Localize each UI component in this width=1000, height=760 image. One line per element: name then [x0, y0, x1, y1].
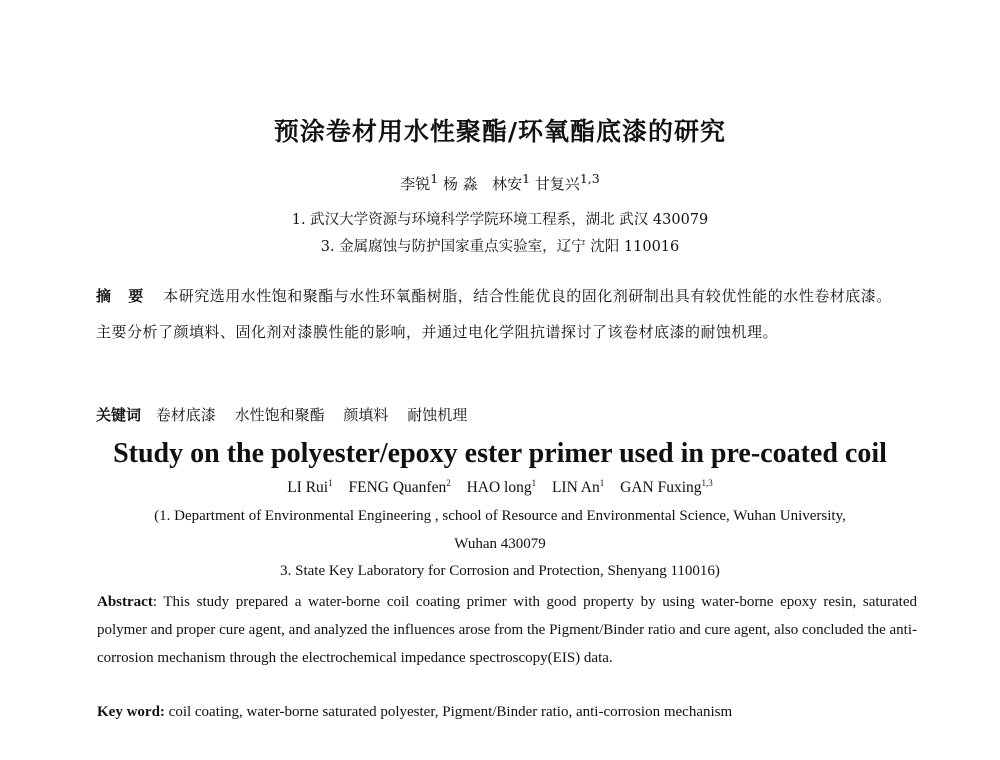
english-author: GAN Fuxing$^{1,3}$: [620, 478, 713, 497]
chinese-abstract: [96, 278, 896, 350]
chinese-affiliation-1: 1. 武汉大学资源与环境科学学院环境工程系，湖北 武汉 430079: [291, 212, 709, 228]
chinese-abstract-label: 摘 要: [96, 287, 150, 305]
chinese-keyword: 颜填料: [343, 406, 389, 424]
english-author: FENG Quanfen$^2$: [348, 478, 451, 497]
english-abstract-label: Abstract: [97, 594, 153, 610]
english-affiliation-line-1: (1. Department of Environmental Engineering , school of Resource and Environmental Science, Wuhan University,: [154, 508, 846, 524]
english-author: LI Rui$^1$: [287, 478, 333, 497]
english-affiliation-line-2: Wuhan 430079: [454, 536, 546, 552]
english-author: HAO long$^1$: [466, 478, 537, 497]
english-keywords-text: coil coating, water-borne saturated polyester, Pigment/Binder ratio, anti-corrosion mechanism: [168, 704, 733, 720]
chinese-author: 杨 淼: [443, 175, 478, 193]
english-abstract-text: : This study prepared a water-borne coil coating primer with good property by using water-borne epoxy resin, saturated polymer and proper cure agent, and analyzed the influences arose from the Pigment/Binder ratio and cure agent, also concluded the anti-corrosion mechanism through the electrochemical impedance spectroscopy(EIS) data.: [97, 594, 917, 666]
chinese-author: 林安: [492, 175, 523, 193]
chinese-abstract-text: 本研究选用水性饱和聚酯与水性环氧酯树脂，结合性能优良的固化剂研制出具有较优性能的水性卷材底漆。主要分析了颜填料、固化剂对漆膜性能的影响，并通过电化学阻抗谱探讨了该卷材底漆的耐蚀机理。: [96, 287, 892, 341]
chinese-authors: [0, 171, 1000, 194]
chinese-author: 甘复兴: [534, 175, 580, 193]
chinese-author-sup: 1,3: [579, 171, 600, 186]
english-keywords-label: Key word:: [97, 704, 165, 720]
chinese-keywords-label: 关键词: [96, 406, 142, 424]
english-authors: [0, 478, 1000, 497]
english-author: LIN An$^1$: [551, 478, 605, 497]
english-title: Study on the polyester/epoxy ester primer used in pre-coated coil: [113, 438, 887, 469]
chinese-keyword: 耐蚀机理: [407, 406, 468, 424]
chinese-author-sup: 1: [430, 171, 439, 186]
chinese-author-sup: 1: [522, 171, 531, 186]
chinese-affiliation-3: 3. 金属腐蚀与防护国家重点实验室，辽宁 沈阳 110016: [320, 239, 680, 255]
chinese-keywords: [96, 404, 896, 425]
chinese-title: 预涂卷材用水性聚酯/环氧酯底漆的研究: [273, 117, 727, 146]
chinese-keyword: 卷材底漆: [155, 406, 216, 424]
english-keywords: [97, 704, 917, 721]
chinese-keyword: 水性饱和聚酯: [234, 406, 325, 424]
english-affiliation-line-3: 3. State Key Laboratory for Corrosion and Protection, Shenyang 110016): [280, 563, 720, 579]
chinese-author: 李锐: [400, 175, 431, 193]
english-abstract: [97, 588, 917, 672]
